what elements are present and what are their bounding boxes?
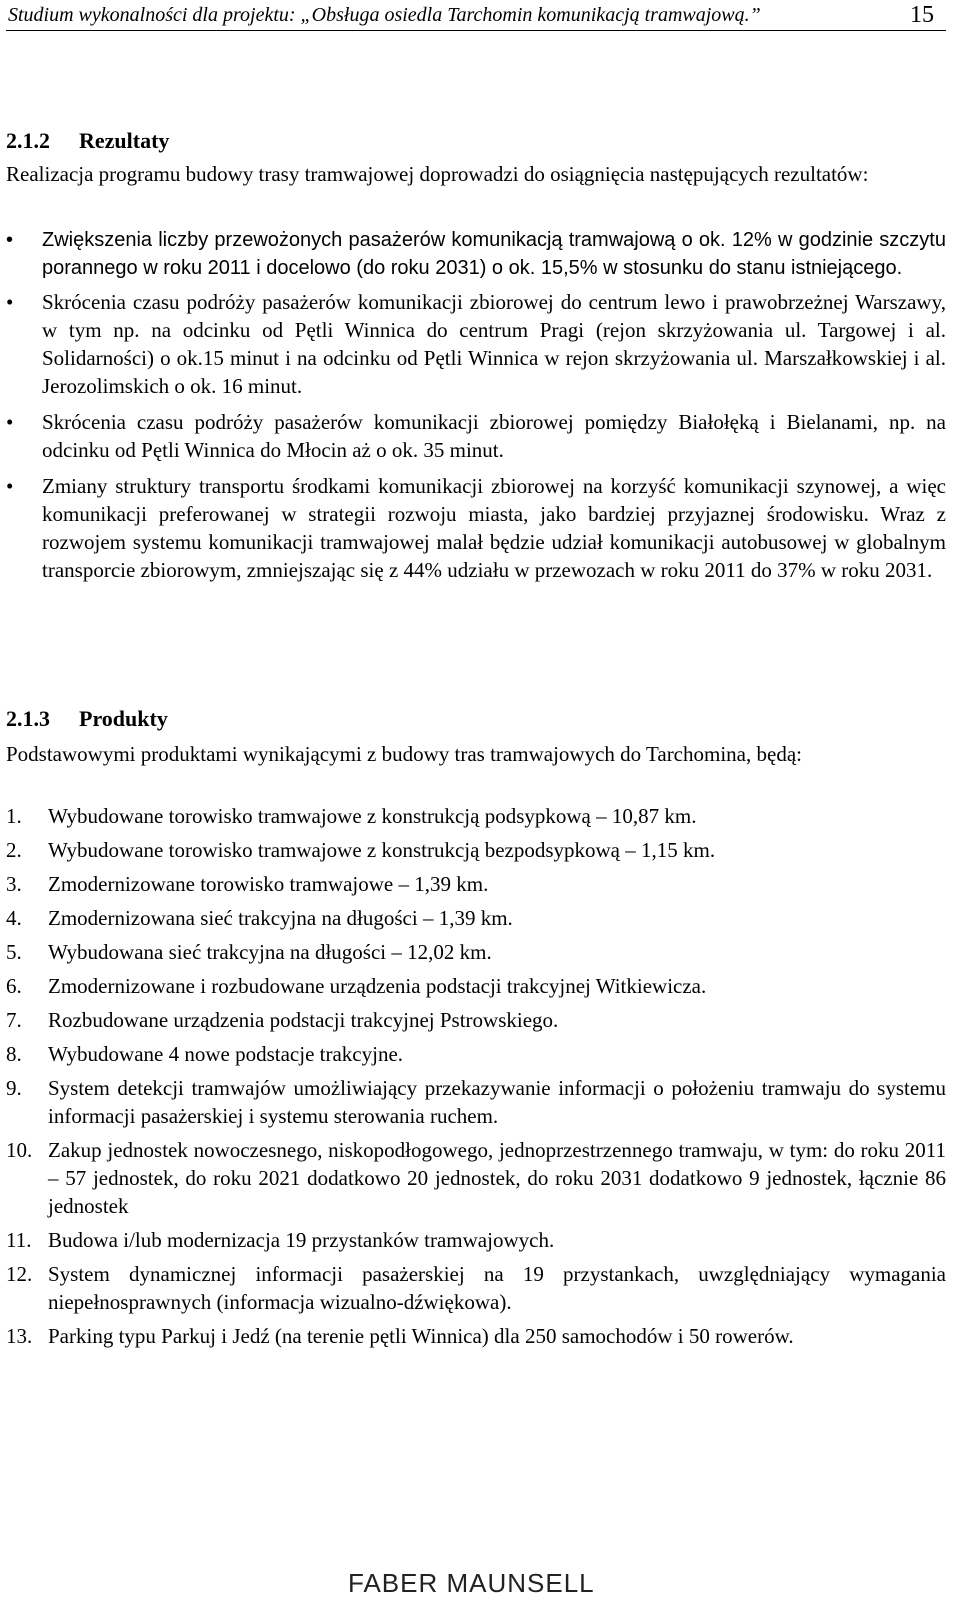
section-number: 2.1.3 [6, 706, 50, 731]
list-item-text: Skrócenia czasu podróży pasażerów komunikacji zbiorowej do centrum lewo i prawobrzeżnej Warszawy, w tym np. na odcinku od Pętli Winnica do centrum Pragi (rejon skrzyżowania ul. Targowej i al. Solidarności) o ok.15 minut i na odcinku od Pętli Winnica w rejon skrzyżowania ul. Marszałkowskiej i al. Jerozolimskich o ok. 16 minut. [42, 290, 946, 398]
list-item-number: 4. [6, 906, 22, 930]
list-item [6, 226, 946, 282]
list-item [6, 1074, 946, 1130]
section-intro-produkty: Podstawowymi produktami wynikającymi z budowy tras tramwajowych do Tarchomina, będą: [6, 742, 802, 766]
list-item [6, 408, 946, 464]
list-item-text: Rozbudowane urządzenia podstacji trakcyjnej Pstrowskiego. [48, 1008, 559, 1032]
list-item-number: 3. [6, 872, 22, 896]
list-item [6, 1322, 946, 1350]
list-item-text: Wybudowana sieć trakcyjna na długości – 12,02 km. [48, 940, 492, 964]
bullet-icon: • [6, 229, 14, 251]
list-item-text: Zmodernizowana sieć trakcyjna na długości – 1,39 km. [48, 906, 513, 930]
list-item-number: 9. [6, 1076, 22, 1100]
list-item-text: Budowa i/lub modernizacja 19 przystanków tramwajowych. [48, 1228, 555, 1252]
list-item [6, 1006, 946, 1034]
list-item [6, 972, 946, 1000]
list-item-text: Parking typu Parkuj i Jedź (na terenie pętli Winnica) dla 250 samochodów i 50 rowerów. [48, 1324, 794, 1348]
list-item [6, 1260, 946, 1316]
list-item [6, 1226, 946, 1254]
list-item [6, 1040, 946, 1068]
section-title: Produkty [79, 706, 168, 731]
list-item [6, 802, 946, 830]
list-item [6, 288, 946, 400]
list-item-text: Zmodernizowane torowisko tramwajowe – 1,39 km. [48, 872, 489, 896]
list-item-text: Zmodernizowane i rozbudowane urządzenia podstacji trakcyjnej Witkiewicza. [48, 974, 707, 998]
list-item-text: Skrócenia czasu podróży pasażerów komunikacji zbiorowej pomiędzy Białołęką i Bielanami, np. na odcinku od Pętli Winnica do Młocin aż o ok. 35 minut. [42, 410, 946, 462]
page-header [6, 2, 946, 31]
list-item-text: System dynamicznej informacji pasażerskiej na 19 przystankach, uwzględniający wymagania niepełnosprawnych (informacja wizualno-dźwiękowa). [48, 1262, 946, 1314]
list-item-text: System detekcji tramwajów umożliwiający przekazywanie informacji o położeniu tramwaju do systemu informacji pasażerskiej i systemu sterowania ruchem. [48, 1076, 946, 1128]
list-item-number: 11. [6, 1228, 32, 1252]
list-item-text: Zwiększenia liczby przewożonych pasażerów komunikacją tramwajową o ok. 12% w godzinie szczytu porannego w roku 2011 i docelowo (do roku 2031) o ok. 15,5% w stosunku do stanu istniejącego. [42, 229, 946, 279]
list-item [6, 938, 946, 966]
list-item-number: 1. [6, 804, 22, 828]
section-intro-rezultaty: Realizacja programu budowy trasy tramwajowej doprowadzi do osiągnięcia następujących rezultatów: [6, 162, 869, 186]
list-item [6, 472, 946, 584]
section-heading-rezultaty [6, 128, 169, 154]
list-item [6, 904, 946, 932]
list-item-number: 6. [6, 974, 22, 998]
list-item-number: 7. [6, 1008, 22, 1032]
page-number: 15 [910, 2, 934, 28]
list-item-number: 5. [6, 940, 22, 964]
bullet-icon: • [6, 474, 14, 498]
list-item-number: 8. [6, 1042, 22, 1066]
header-title: Studium wykonalności dla projektu: „Obsługa osiedla Tarchomin komunikacją tramwajową.” [8, 4, 761, 26]
company-logo: FABER MAUNSELL [348, 1568, 595, 1598]
section-heading-produkty [6, 706, 168, 732]
list-item-number: 13. [6, 1324, 33, 1348]
bullet-icon: • [6, 290, 14, 314]
section-title: Rezultaty [79, 128, 170, 153]
list-item-text: Zmiany struktury transportu środkami komunikacji zbiorowej na korzyść komunikacji szynowej, a więc komunikacji preferowanej w strategii rozwoju miasta, jako bardziej przyjaznej środowisku. Wraz z rozwojem systemu komunikacji tramwajowej malał będzie udział komunikacji autobusowej w globalnym transporcie zbiorowym, zmniejszając się z 44% udziału w przewozach w roku 2011 do 37% w roku 2031. [42, 474, 946, 582]
list-item-text: Zakup jednostek nowoczesnego, niskopodłogowego, jednoprzestrzennego tramwaju, w tym: do roku 2011 – 57 jednostek, do roku 2021 dodatkowo 20 jednostek, do roku 2031 dodatkowo 9 jednostek, łącznie 86 jednostek [48, 1138, 946, 1218]
list-item [6, 1136, 946, 1220]
products-list [6, 802, 946, 1350]
list-item-text: Wybudowane torowisko tramwajowe z konstrukcją podsypkową – 10,87 km. [48, 804, 697, 828]
section-number: 2.1.2 [6, 128, 50, 153]
bullet-icon: • [6, 410, 14, 434]
list-item [6, 836, 946, 864]
list-item-number: 2. [6, 838, 22, 862]
results-list [6, 226, 946, 584]
list-item-text: Wybudowane 4 nowe podstacje trakcyjne. [48, 1042, 404, 1066]
list-item-number: 10. [6, 1138, 33, 1162]
list-item-text: Wybudowane torowisko tramwajowe z konstrukcją bezpodsypkową – 1,15 km. [48, 838, 716, 862]
list-item [6, 870, 946, 898]
list-item-number: 12. [6, 1262, 33, 1286]
